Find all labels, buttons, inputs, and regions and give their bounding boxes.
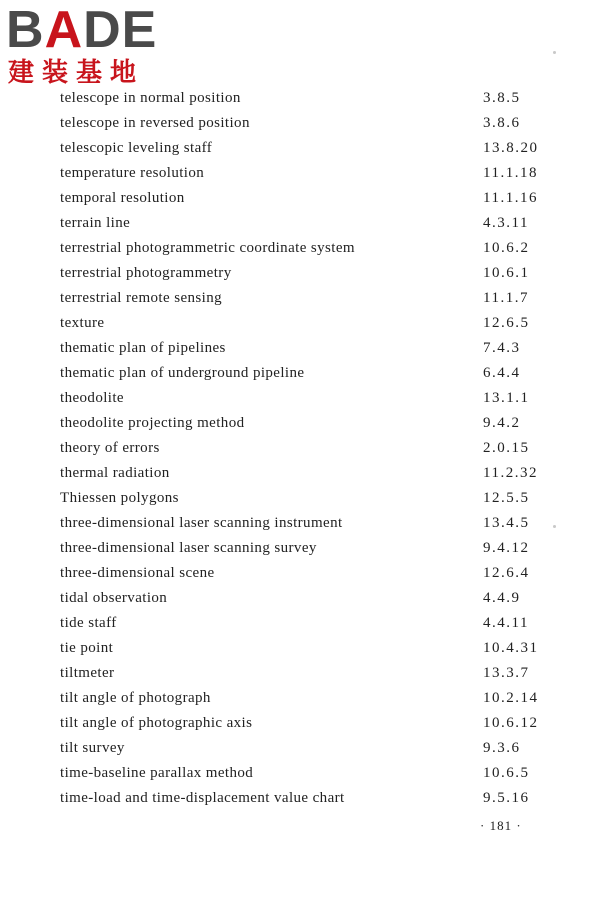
entry-term: thematic plan of pipelines bbox=[60, 340, 226, 356]
entry-reference: 9.5.16 bbox=[483, 790, 530, 806]
entry-reference: 13.4.5 bbox=[483, 515, 530, 531]
index-entry bbox=[60, 261, 560, 286]
index-entry bbox=[60, 336, 560, 361]
entry-reference: 10.4.31 bbox=[483, 640, 539, 656]
entry-term: theodolite bbox=[60, 390, 124, 406]
entry-reference: 13.8.20 bbox=[483, 140, 539, 156]
entry-reference: 13.3.7 bbox=[483, 665, 530, 681]
index-entry bbox=[60, 786, 560, 811]
index-entry bbox=[60, 611, 560, 636]
entry-term: tilt angle of photographic axis bbox=[60, 715, 253, 731]
index-entry bbox=[60, 511, 560, 536]
entry-term: telescopic leveling staff bbox=[60, 140, 213, 156]
entry-reference: 10.6.12 bbox=[483, 715, 539, 731]
index-entry bbox=[60, 761, 560, 786]
index-entry bbox=[60, 736, 560, 761]
entry-term: texture bbox=[60, 315, 105, 331]
entry-term: terrain line bbox=[60, 215, 131, 231]
entry-term: temperature resolution bbox=[60, 165, 205, 181]
index-entry bbox=[60, 386, 560, 411]
entry-term: tide staff bbox=[60, 615, 117, 631]
entry-reference: 9.4.2 bbox=[483, 415, 521, 431]
entry-term: tiltmeter bbox=[60, 665, 115, 681]
entry-term: terrestrial photogrammetric coordinate system bbox=[60, 240, 355, 256]
entry-term: theory of errors bbox=[60, 440, 160, 456]
entry-term: thematic plan of underground pipeline bbox=[60, 365, 305, 381]
entry-reference: 11.1.7 bbox=[483, 290, 529, 306]
index-entry bbox=[60, 361, 560, 386]
entry-reference: 3.8.5 bbox=[483, 90, 521, 106]
entry-term: tie point bbox=[60, 640, 114, 656]
entry-reference: 4.3.11 bbox=[483, 215, 529, 231]
entry-reference: 2.0.15 bbox=[483, 440, 530, 456]
entry-term: temporal resolution bbox=[60, 190, 185, 206]
entry-term: thermal radiation bbox=[60, 465, 170, 481]
entry-term: Thiessen polygons bbox=[60, 490, 179, 506]
index-entry bbox=[60, 436, 560, 461]
entry-term: terrestrial photogrammetry bbox=[60, 265, 232, 281]
index-entry bbox=[60, 661, 560, 686]
index-entry bbox=[60, 186, 560, 211]
index-entry bbox=[60, 461, 560, 486]
entry-term: time-load and time-displacement value chart bbox=[60, 790, 345, 806]
index-entry bbox=[60, 236, 560, 261]
index-entry bbox=[60, 286, 560, 311]
entry-term: tilt angle of photograph bbox=[60, 690, 211, 706]
glossary-index-list bbox=[60, 86, 560, 811]
entry-term: telescope in reversed position bbox=[60, 115, 250, 131]
entry-reference: 4.4.11 bbox=[483, 615, 529, 631]
entry-reference: 12.6.4 bbox=[483, 565, 530, 581]
entry-reference: 3.8.6 bbox=[483, 115, 521, 131]
index-entry bbox=[60, 586, 560, 611]
entry-term: time-baseline parallax method bbox=[60, 765, 254, 781]
entry-reference: 11.2.32 bbox=[483, 465, 538, 481]
entry-term: three-dimensional laser scanning survey bbox=[60, 540, 317, 556]
index-entry bbox=[60, 636, 560, 661]
entry-reference: 7.4.3 bbox=[483, 340, 521, 356]
index-entry bbox=[60, 536, 560, 561]
index-entry bbox=[60, 311, 560, 336]
entry-reference: 12.5.5 bbox=[483, 490, 530, 506]
entry-reference: 13.1.1 bbox=[483, 390, 530, 406]
entry-reference: 10.2.14 bbox=[483, 690, 539, 706]
entry-reference: 12.6.5 bbox=[483, 315, 530, 331]
index-entry bbox=[60, 711, 560, 736]
entry-reference: 10.6.2 bbox=[483, 240, 530, 256]
entry-reference: 11.1.18 bbox=[483, 165, 538, 181]
entry-reference: 9.3.6 bbox=[483, 740, 521, 756]
entry-reference: 10.6.1 bbox=[483, 265, 530, 281]
paper-speck bbox=[553, 525, 556, 528]
index-entry bbox=[60, 686, 560, 711]
entry-term: telescope in normal position bbox=[60, 90, 241, 106]
index-entry bbox=[60, 136, 560, 161]
entry-reference: 4.4.9 bbox=[483, 590, 521, 606]
index-entry bbox=[60, 86, 560, 111]
index-entry bbox=[60, 111, 560, 136]
entry-reference: 6.4.4 bbox=[483, 365, 521, 381]
entry-reference: 10.6.5 bbox=[483, 765, 530, 781]
index-entry bbox=[60, 211, 560, 236]
entry-term: terrestrial remote sensing bbox=[60, 290, 223, 306]
entry-reference: 9.4.12 bbox=[483, 540, 530, 556]
index-entry bbox=[60, 486, 560, 511]
entry-term: tilt survey bbox=[60, 740, 125, 756]
entry-term: three-dimensional scene bbox=[60, 565, 215, 581]
bade-logo bbox=[6, 2, 176, 90]
logo-wordmark: BADE bbox=[6, 1, 158, 59]
index-entry bbox=[60, 161, 560, 186]
entry-term: three-dimensional laser scanning instrument bbox=[60, 515, 343, 531]
index-entry bbox=[60, 561, 560, 586]
logo-subtitle: 建装基地 bbox=[8, 58, 145, 88]
entry-term: theodolite projecting method bbox=[60, 415, 245, 431]
index-entry bbox=[60, 411, 560, 436]
page-number: · 181 · bbox=[480, 818, 522, 833]
paper-speck bbox=[553, 51, 556, 54]
entry-term: tidal observation bbox=[60, 590, 168, 606]
entry-reference: 11.1.16 bbox=[483, 190, 538, 206]
